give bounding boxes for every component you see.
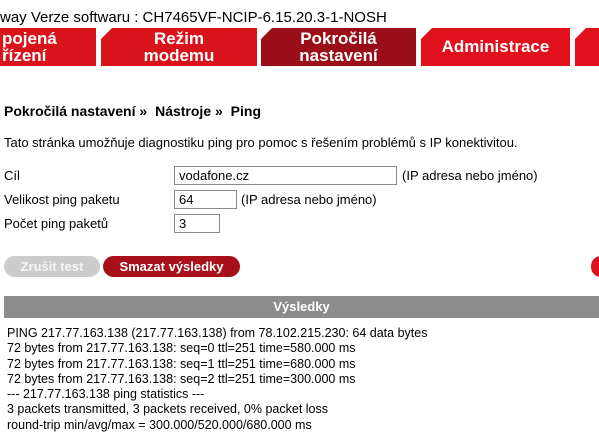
clear-results-button[interactable]: Smazat výsledky	[103, 256, 240, 277]
tab-administration[interactable]	[421, 28, 570, 66]
result-line: 72 bytes from 217.77.163.138: seq=2 ttl=251 time=300.000 ms	[7, 371, 356, 386]
breadcrumb-ping: Ping	[230, 103, 262, 119]
breadcrumb	[4, 103, 265, 119]
partial-button[interactable]	[591, 256, 599, 277]
main-navigation	[0, 28, 599, 66]
results-header: Výsledky	[4, 296, 599, 318]
tab-connection-control[interactable]	[0, 28, 96, 66]
result-line: --- 217.77.163.138 ping statistics ---	[7, 387, 205, 402]
packet-count-label: Počet ping paketů	[4, 216, 109, 231]
result-line: PING 217.77.163.138 (217.77.163.138) from 78.102.215.230: 64 data bytes	[7, 326, 428, 340]
tab-label-line2: modemu	[143, 46, 215, 65]
breadcrumb-advanced-settings[interactable]: Pokročilá nastavení »	[4, 103, 148, 119]
tab-label-line1: Pokročilá	[300, 29, 377, 48]
target-label: Cíl	[4, 168, 20, 183]
tab-label-line2: nastavení	[299, 46, 378, 65]
tab-label-line2: řízení	[2, 46, 47, 65]
cancel-test-button[interactable]: Zrušit test	[4, 256, 100, 277]
result-line: round-trip min/avg/max = 300.000/520.000/680.000 ms	[7, 417, 312, 432]
tab-label-line1: Režim	[153, 29, 205, 48]
tab-advanced-settings[interactable]	[261, 28, 416, 66]
result-line: 3 packets transmitted, 3 packets received, 0% packet loss	[7, 402, 328, 417]
tab-label: Administrace	[441, 37, 550, 56]
target-hint: (IP adresa nebo jméno)	[402, 168, 538, 183]
software-version-line: way Verze softwaru : CH7465VF-NCIP-6.15.20.3-1-NOSH	[0, 9, 387, 26]
tab-modem-mode[interactable]	[101, 28, 257, 66]
results-output	[7, 326, 427, 433]
result-line: 72 bytes from 217.77.163.138: seq=0 ttl=251 time=580.000 ms	[7, 341, 356, 356]
target-input[interactable]	[174, 166, 397, 185]
packet-size-input[interactable]	[174, 190, 237, 209]
tab-label-line1: pojená	[2, 29, 57, 48]
result-line: 72 bytes from 217.77.163.138: seq=1 ttl=251 time=680.000 ms	[7, 356, 356, 371]
packet-size-label: Velikost ping paketu	[4, 192, 120, 207]
packet-size-hint: (IP adresa nebo jméno)	[241, 192, 377, 207]
breadcrumb-tools[interactable]: Nástroje »	[155, 103, 223, 119]
tab-next-partial[interactable]	[575, 28, 599, 66]
tab-notch-decoration	[575, 28, 586, 39]
packet-count-input[interactable]	[174, 214, 220, 233]
page-description: Tato stránka umožňuje diagnostiku ping pro pomoc s řešením problémů s IP konektivitou.	[4, 135, 518, 150]
